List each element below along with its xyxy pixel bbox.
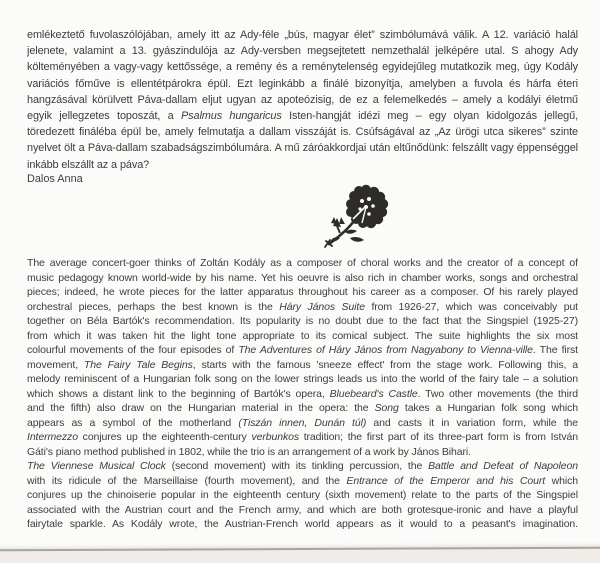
text-line: conjures up the chinoiserie popular in the eighteenth century (sixth movement) relate to the parts of the Singspiel bbox=[27, 489, 578, 501]
text-line: colourful movements of the four episodes of The Adventures of Háry János from Nagyabony to Vienna-ville. The first bbox=[27, 344, 578, 356]
text-line: emlékeztető fuvolaszólójában, amely itt az Ady-féle „bús, magyar élet” szimbólumává válik. A 12. variáció halál bbox=[27, 29, 578, 41]
text-line: associated with the Austrian court and the French army, and which are both grotesque-ironic and have a playful bbox=[27, 503, 578, 516]
text-line: music pedagogy known world-wide by his name. Yet his oeuvre is also rich in chamber works, songs and orchestral bbox=[27, 271, 578, 284]
text-line: Gáti's piano method published in 1802, while the trio is an arrangement of a work by János Bihari. bbox=[27, 445, 471, 458]
carnation-flower-icon bbox=[320, 183, 394, 249]
page-scan-edge bbox=[0, 547, 600, 563]
text-line: melody reminiscent of a Hungarian folk song on the lower strings leads us into the world of the fairy tale – a solution bbox=[27, 373, 578, 385]
text-line: pieces; indeed, he wrote pieces for the latter apparatus throughout his career as a composer. Of his rarely played bbox=[27, 286, 578, 298]
text-line: from which it was taken hit the light tone appropriate to its comical subject. The suite highlights the six most bbox=[27, 329, 578, 342]
text-line: appears as a symbol of the motherland (Tiszán innen, Dunán túl) and casts it in variation form, while the bbox=[27, 416, 578, 429]
text-line: together on Béla Bartók's recommendation. Its popularity is no doubt due to the fact that the Singspiel (1925-27) bbox=[27, 315, 578, 327]
text-line: which shows a distant link to the beginning of Bartók's opera, Bluebeard's Castle. Two other movements (the third bbox=[27, 387, 578, 400]
text-line: egyik jellegzetes toposzát, a Psalmus hungaricus Isten-hangját idézi meg – egy olyan kidolgozás jellegű, bbox=[27, 109, 578, 122]
text-line: movement, The Fairy Tale Begins, starts with the famous 'sneeze effect' from the stage work. Following this, a bbox=[27, 358, 578, 371]
text-line: The Viennese Musical Clock (second movement) with its tinkling percussion, the Battle and Defeat of Napoleon bbox=[27, 460, 578, 472]
text-line: költeményében a vagy-vagy kettőssége, a remény és a reménytelenség egyidejűleg mutatkozik meg, úgy Kodály bbox=[27, 61, 578, 74]
text-line: jelenete, valamint a 13. gyászindulója az Ady-versben megsejtetett nemzethalál jelképére utal. S ahogy Ady bbox=[27, 45, 578, 58]
english-paragraphs bbox=[27, 256, 578, 532]
text-line: töredezett fináléba épül be, amely felmutatja a dallam visszáját is. Csúfságával az „Az ürögi utca sikeres” szinte bbox=[27, 126, 578, 139]
text-line: with its ridicule of the Marseillaise (fourth movement), and the Entrance of the Emperor and his Court which bbox=[27, 474, 578, 487]
text-line: orchestral pieces, perhaps the best known is the Háry János Suite from 1926-27, which was conceivably put bbox=[27, 300, 578, 313]
text-line: hangzásával körülvett Páva-dallam eljut ugyan az apoteózisig, de ez a felemelkedés – amely a kodályi életmű bbox=[27, 93, 578, 106]
text-line: fairytale sparkle. As Kodály wrote, the Austrian-French world appears as it would to a peasant's imagination. bbox=[27, 518, 578, 530]
text-line: The average concert-goer thinks of Zoltán Kodály as a composer of choral works and the creator of a concept of bbox=[27, 257, 578, 269]
text-line: Intermezzo conjures up the eighteenth-century verbunkos tradition; the first part of its three-part form is from István bbox=[27, 431, 578, 443]
text-line: variációs főműve is ellentétpárokra épül. Ezt leginkább a finálé bizonyítja, amelyben a fuvola és hárfa éteri bbox=[27, 77, 578, 90]
text-line: and the fifth) also draw on the Hungarian material in the opera: the Song takes a Hungarian folk song which bbox=[27, 402, 578, 414]
text-line: nyelvet ölt a Páva-dallam szabadságszimbólumára. A mű záróakkordjai után eltűnődünk: felszállt vagy éppenséggel bbox=[27, 142, 578, 155]
text-line: inkább elszállt az a páva? bbox=[27, 158, 150, 171]
hungarian-paragraph bbox=[27, 27, 578, 173]
author-credit: Dalos Anna bbox=[27, 173, 83, 185]
